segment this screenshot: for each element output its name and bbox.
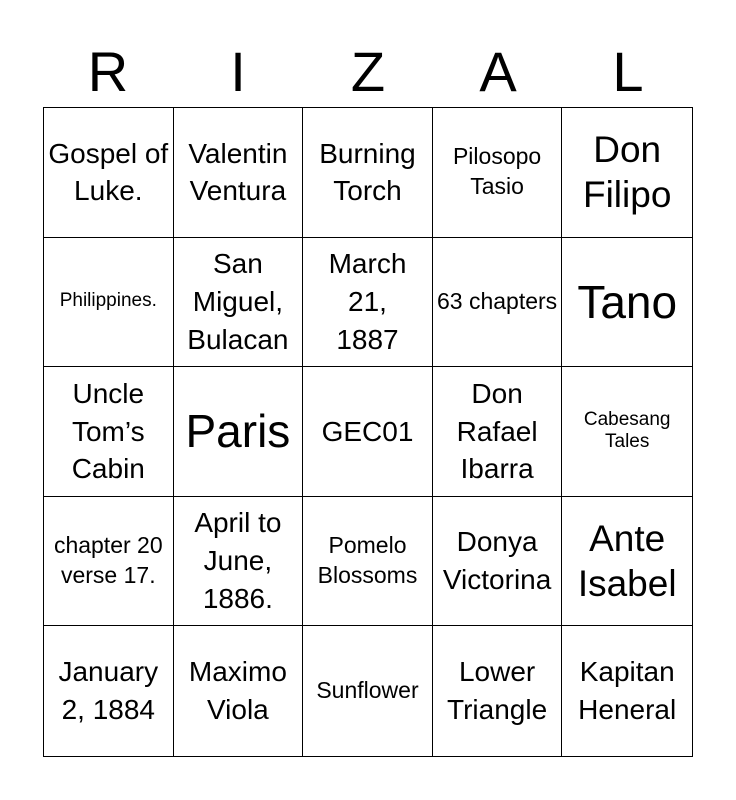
cell-text: Kapitan Heneral [578, 656, 677, 726]
cell-text: Pilosopo Tasio [452, 143, 542, 200]
bingo-cell[interactable] [562, 108, 692, 238]
bingo-cell[interactable] [433, 238, 563, 368]
cell-text: Pomelo Blossoms [317, 532, 418, 589]
cell-text: Donya Victorina [442, 526, 552, 596]
bingo-cell[interactable] [303, 238, 433, 368]
bingo-cell[interactable] [303, 108, 433, 238]
bingo-cell[interactable] [44, 626, 174, 756]
bingo-cell[interactable] [562, 367, 692, 497]
cell-text: 63 chapters [436, 287, 558, 314]
bingo-header [43, 36, 693, 108]
cell-text: Philippines. [59, 290, 157, 312]
bingo-cell[interactable] [303, 367, 433, 497]
bingo-cell[interactable] [174, 497, 304, 627]
header-letter-z: Z [350, 40, 386, 103]
cell-text: Gospel of Luke. [48, 137, 169, 207]
header-letter-l: L [612, 40, 644, 103]
bingo-cell[interactable] [44, 497, 174, 627]
cell-text: Burning Torch [319, 137, 416, 207]
cell-text: Don Rafael Ibarra [456, 377, 538, 485]
bingo-cell[interactable] [433, 367, 563, 497]
bingo-cell[interactable] [44, 238, 174, 368]
bingo-cell[interactable] [174, 108, 304, 238]
cell-text: Ante Isabel [577, 517, 677, 605]
bingo-cell[interactable] [44, 108, 174, 238]
bingo-cell[interactable] [562, 497, 692, 627]
cell-text: January 2, 1884 [58, 656, 159, 726]
bingo-cell[interactable] [303, 626, 433, 756]
cell-text: Tano [577, 275, 678, 328]
cell-text: chapter 20 verse 17. [53, 532, 163, 589]
bingo-cell[interactable] [174, 238, 304, 368]
cell-text: Uncle Tom’s Cabin [71, 377, 145, 485]
cell-text: Lower Triangle [447, 656, 548, 726]
header-letter-a: A [479, 40, 517, 103]
bingo-cell[interactable] [433, 497, 563, 627]
header-letter-r: R [87, 40, 129, 103]
cell-text: GEC01 [321, 415, 414, 447]
bingo-cell[interactable] [433, 626, 563, 756]
cell-text: Valentin Ventura [188, 137, 288, 207]
cell-text: April to June, 1886. [194, 507, 282, 614]
bingo-cell[interactable] [303, 497, 433, 627]
cell-text: Sunflower [316, 677, 419, 704]
cell-text: Cabesang Tales [583, 408, 671, 453]
bingo-cell[interactable] [562, 238, 692, 368]
bingo-cell[interactable] [44, 367, 174, 497]
bingo-cell[interactable] [433, 108, 563, 238]
bingo-cell[interactable] [174, 367, 304, 497]
cell-text: Paris [185, 405, 291, 458]
cell-text: Maximo Viola [188, 656, 287, 726]
cell-text: San Miguel, Bulacan [187, 248, 289, 355]
bingo-cell[interactable] [174, 626, 304, 756]
cell-text: March 21, 1887 [328, 248, 407, 355]
header-letter-i: I [230, 40, 246, 103]
bingo-board [43, 107, 693, 757]
cell-text: Don Filipo [582, 129, 672, 216]
bingo-cell[interactable] [562, 626, 692, 756]
